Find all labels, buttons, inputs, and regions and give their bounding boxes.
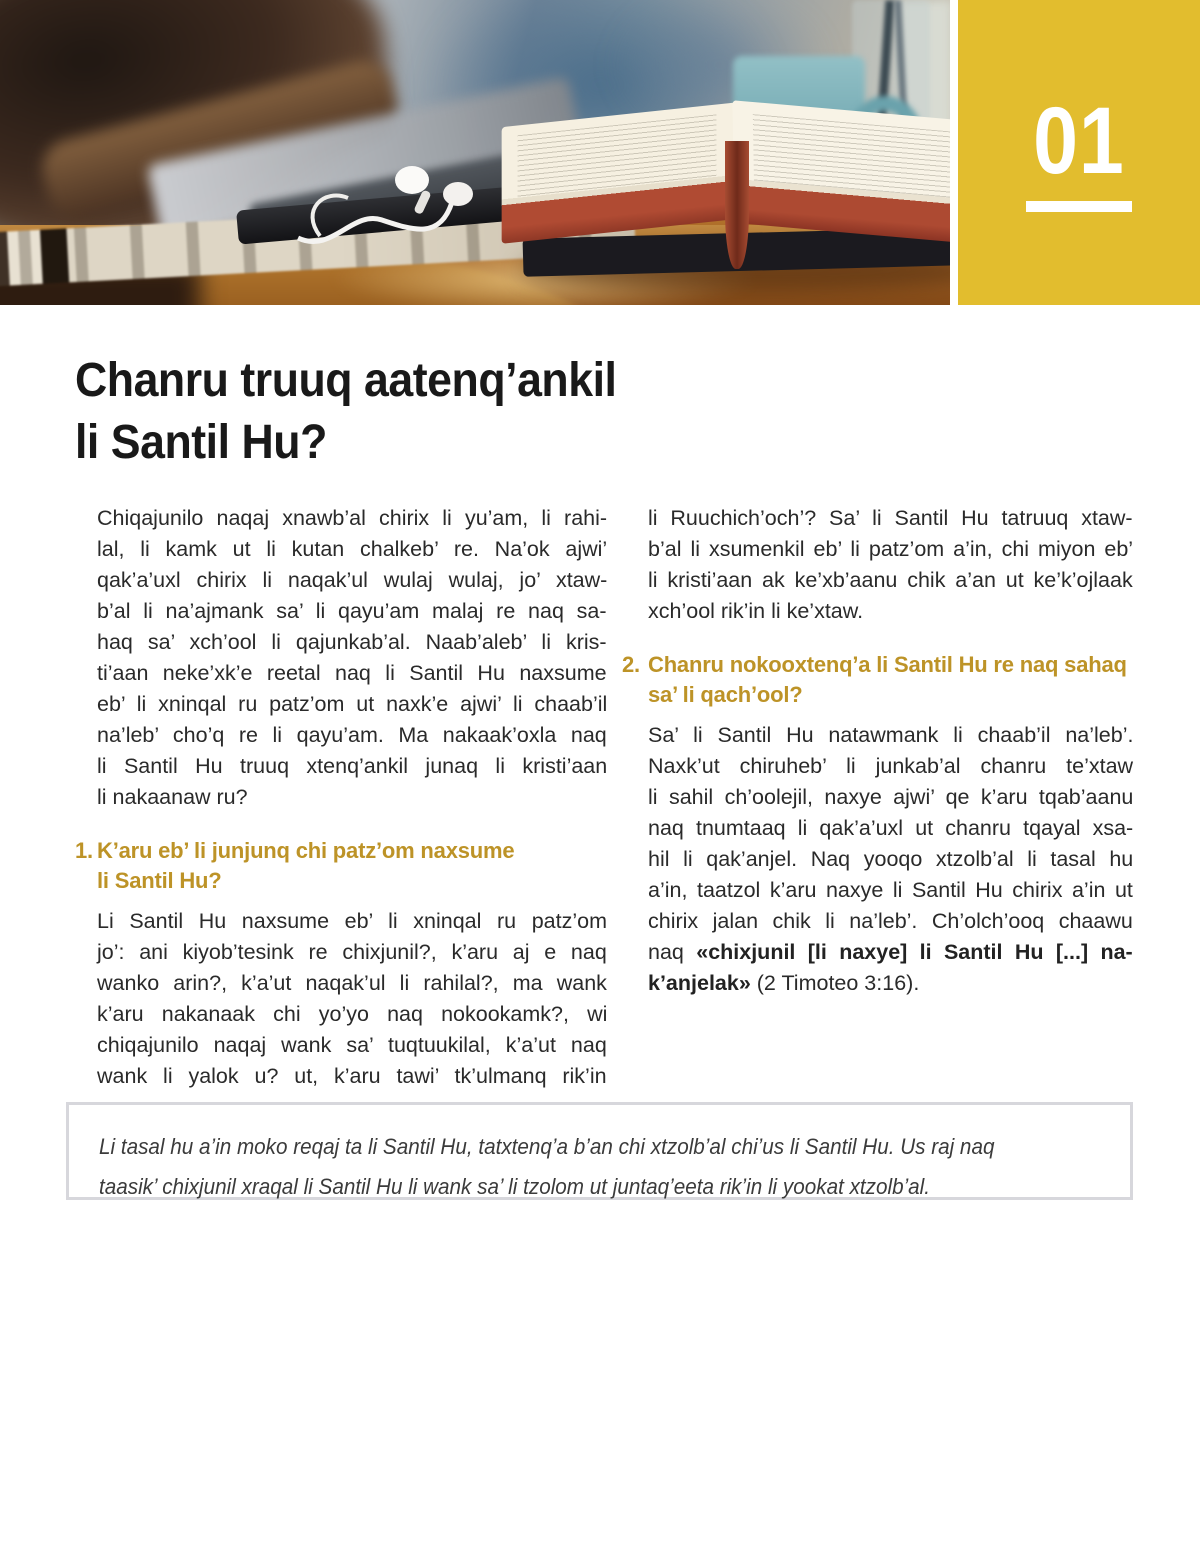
text-line: k’anjelak» (2 Timoteo 3:16). xyxy=(648,971,920,995)
text-line: b’al li xsumenkil eb’ li patz’om a’in, chi miyon eb’ xyxy=(648,537,1134,561)
text-line: k’aru nakanaak chi yo’yo naq nokookamk?, wi xyxy=(97,1002,608,1026)
text-line: ti’aan neke’xk’e reetal naq li Santil Hu naxsume xyxy=(97,661,607,685)
heading-number: 2. xyxy=(622,652,640,677)
section-heading xyxy=(75,836,607,896)
body-columns xyxy=(75,503,1133,1092)
text-line: naq «chixjunil [li naxye] li Santil Hu [...] na- xyxy=(648,940,1133,964)
text-line: hil li qak’anjel. Naq yooqo xtzolb’al li tasal hu xyxy=(648,847,1134,871)
text-line: Li Santil Hu naxsume eb’ li xninqal ru patz’om xyxy=(97,909,608,933)
earbuds-icon xyxy=(290,140,520,260)
page-title-line: Chanru truuq aatenq’ankil xyxy=(75,354,617,407)
text-line: qak’a’uxl chirix li naqak’ul wulaj wulaj, jo’ xtaw- xyxy=(97,568,608,592)
text-line: Sa’ li Santil Hu natawmank li chaab’il na’leb’. xyxy=(648,723,1134,747)
page-title-line: li Santil Hu? xyxy=(75,416,327,469)
text-line: li kristi’aan ak ke’xb’aanu chik a’an ut ke’k’ojlaak xyxy=(648,568,1133,592)
text-line: wank li yalok u? ut, k’aru tawi’ tk’ulmanq rik’in xyxy=(97,1064,607,1088)
text-line: chiqajunilo naqaj wank sa’ tuqtuukilal, k’a’ut naq xyxy=(97,1033,607,1057)
text-line: wanko arin?, k’a’ut naqak’ul li rahilal?, ma wank xyxy=(97,971,607,995)
heading-number: 1. xyxy=(75,838,93,863)
text-line: xch’ool rik’in li ke’xtaw. xyxy=(648,599,864,623)
chapter-number: 01 xyxy=(1033,87,1125,194)
note-line: Li tasal hu a’in moko reqaj ta li Santil Hu, tatxtenq’a b’an chi xtzolb’al chi’us li Santil Hu. Us raj naq xyxy=(99,1134,995,1159)
heading-text: K’aru eb’ li junjunq chi patz’om naxsume li Santil Hu? xyxy=(97,838,515,893)
hero-photo xyxy=(0,0,950,305)
text-line: chirix jalan chik li na’leb’. Ch’olch’ooq chaawu xyxy=(648,909,1133,933)
chapter-number-badge xyxy=(958,0,1200,305)
section-heading xyxy=(622,650,1133,710)
text-line: li nakaanaw ru? xyxy=(97,785,248,809)
page-title xyxy=(75,350,616,474)
text-line: b’al li na’ajmank sa’ li qayu’am malaj re naq sa- xyxy=(97,599,607,623)
text-line: li Ruuchich’och’? Sa’ li Santil Hu tatruuq xtaw- xyxy=(648,506,1133,530)
paragraph xyxy=(648,720,1133,999)
text-line: eb’ li xninqal ru patz’om ut naxk’e ajwi’ li chaab’il xyxy=(97,692,608,716)
text-line: li Santil Hu truuq xtenq’ankil junaq li kristi’aan xyxy=(97,754,608,778)
text-line: na’leb’ cho’q re li qayu’am. Ma nakaak’oxla naq xyxy=(97,723,607,747)
text-line: naq tnumtaaq li qak’a’uxl ut chanru tqayal xsa- xyxy=(648,816,1134,840)
note-text xyxy=(99,1127,1100,1207)
text-line: jo’: ani kiyob’tesink re chixjunil?, k’aru aj e naq xyxy=(97,940,607,964)
open-bible-shape xyxy=(495,85,950,295)
text-line: Chiqajunilo naqaj xnawb’al chirix li yu’am, li rahi- xyxy=(97,506,608,530)
book-spine-crease-shape xyxy=(725,141,749,269)
hero-header xyxy=(0,0,1200,305)
heading-text: Chanru nokooxtenq’a li Santil Hu re naq sahaq sa’ li qach’ool? xyxy=(648,652,1127,707)
text-line: Naxk’ut chiruheb’ li junkab’al chanru te’xtaw xyxy=(648,754,1134,778)
text-line: a’in, taatzol k’aru naxye li Santil Hu chirix a’in ut xyxy=(648,878,1133,902)
chapter-underline xyxy=(1026,201,1132,212)
column-left xyxy=(75,503,607,1092)
paragraph xyxy=(648,503,1133,627)
note-line: taasik’ chixjunil xraqal li Santil Hu li wank sa’ li tzolom ut juntaq’eeta rik’in li yookat xtzolb’al. xyxy=(99,1174,931,1199)
paragraph xyxy=(97,906,607,1092)
paragraph xyxy=(97,503,607,813)
note-box xyxy=(66,1102,1133,1200)
text-line: lal, li kamk ut li kutan chalkeb’ re. Na’ok ajwi’ xyxy=(97,537,608,561)
text-line: haq sa’ xch’ool li qajunkab’al. Naab’aleb’ li kris- xyxy=(97,630,607,654)
column-right xyxy=(622,503,1133,1092)
text-line: li sahil ch’oolejil, naxye ajwi’ qe k’aru tqab’aanu xyxy=(648,785,1134,809)
